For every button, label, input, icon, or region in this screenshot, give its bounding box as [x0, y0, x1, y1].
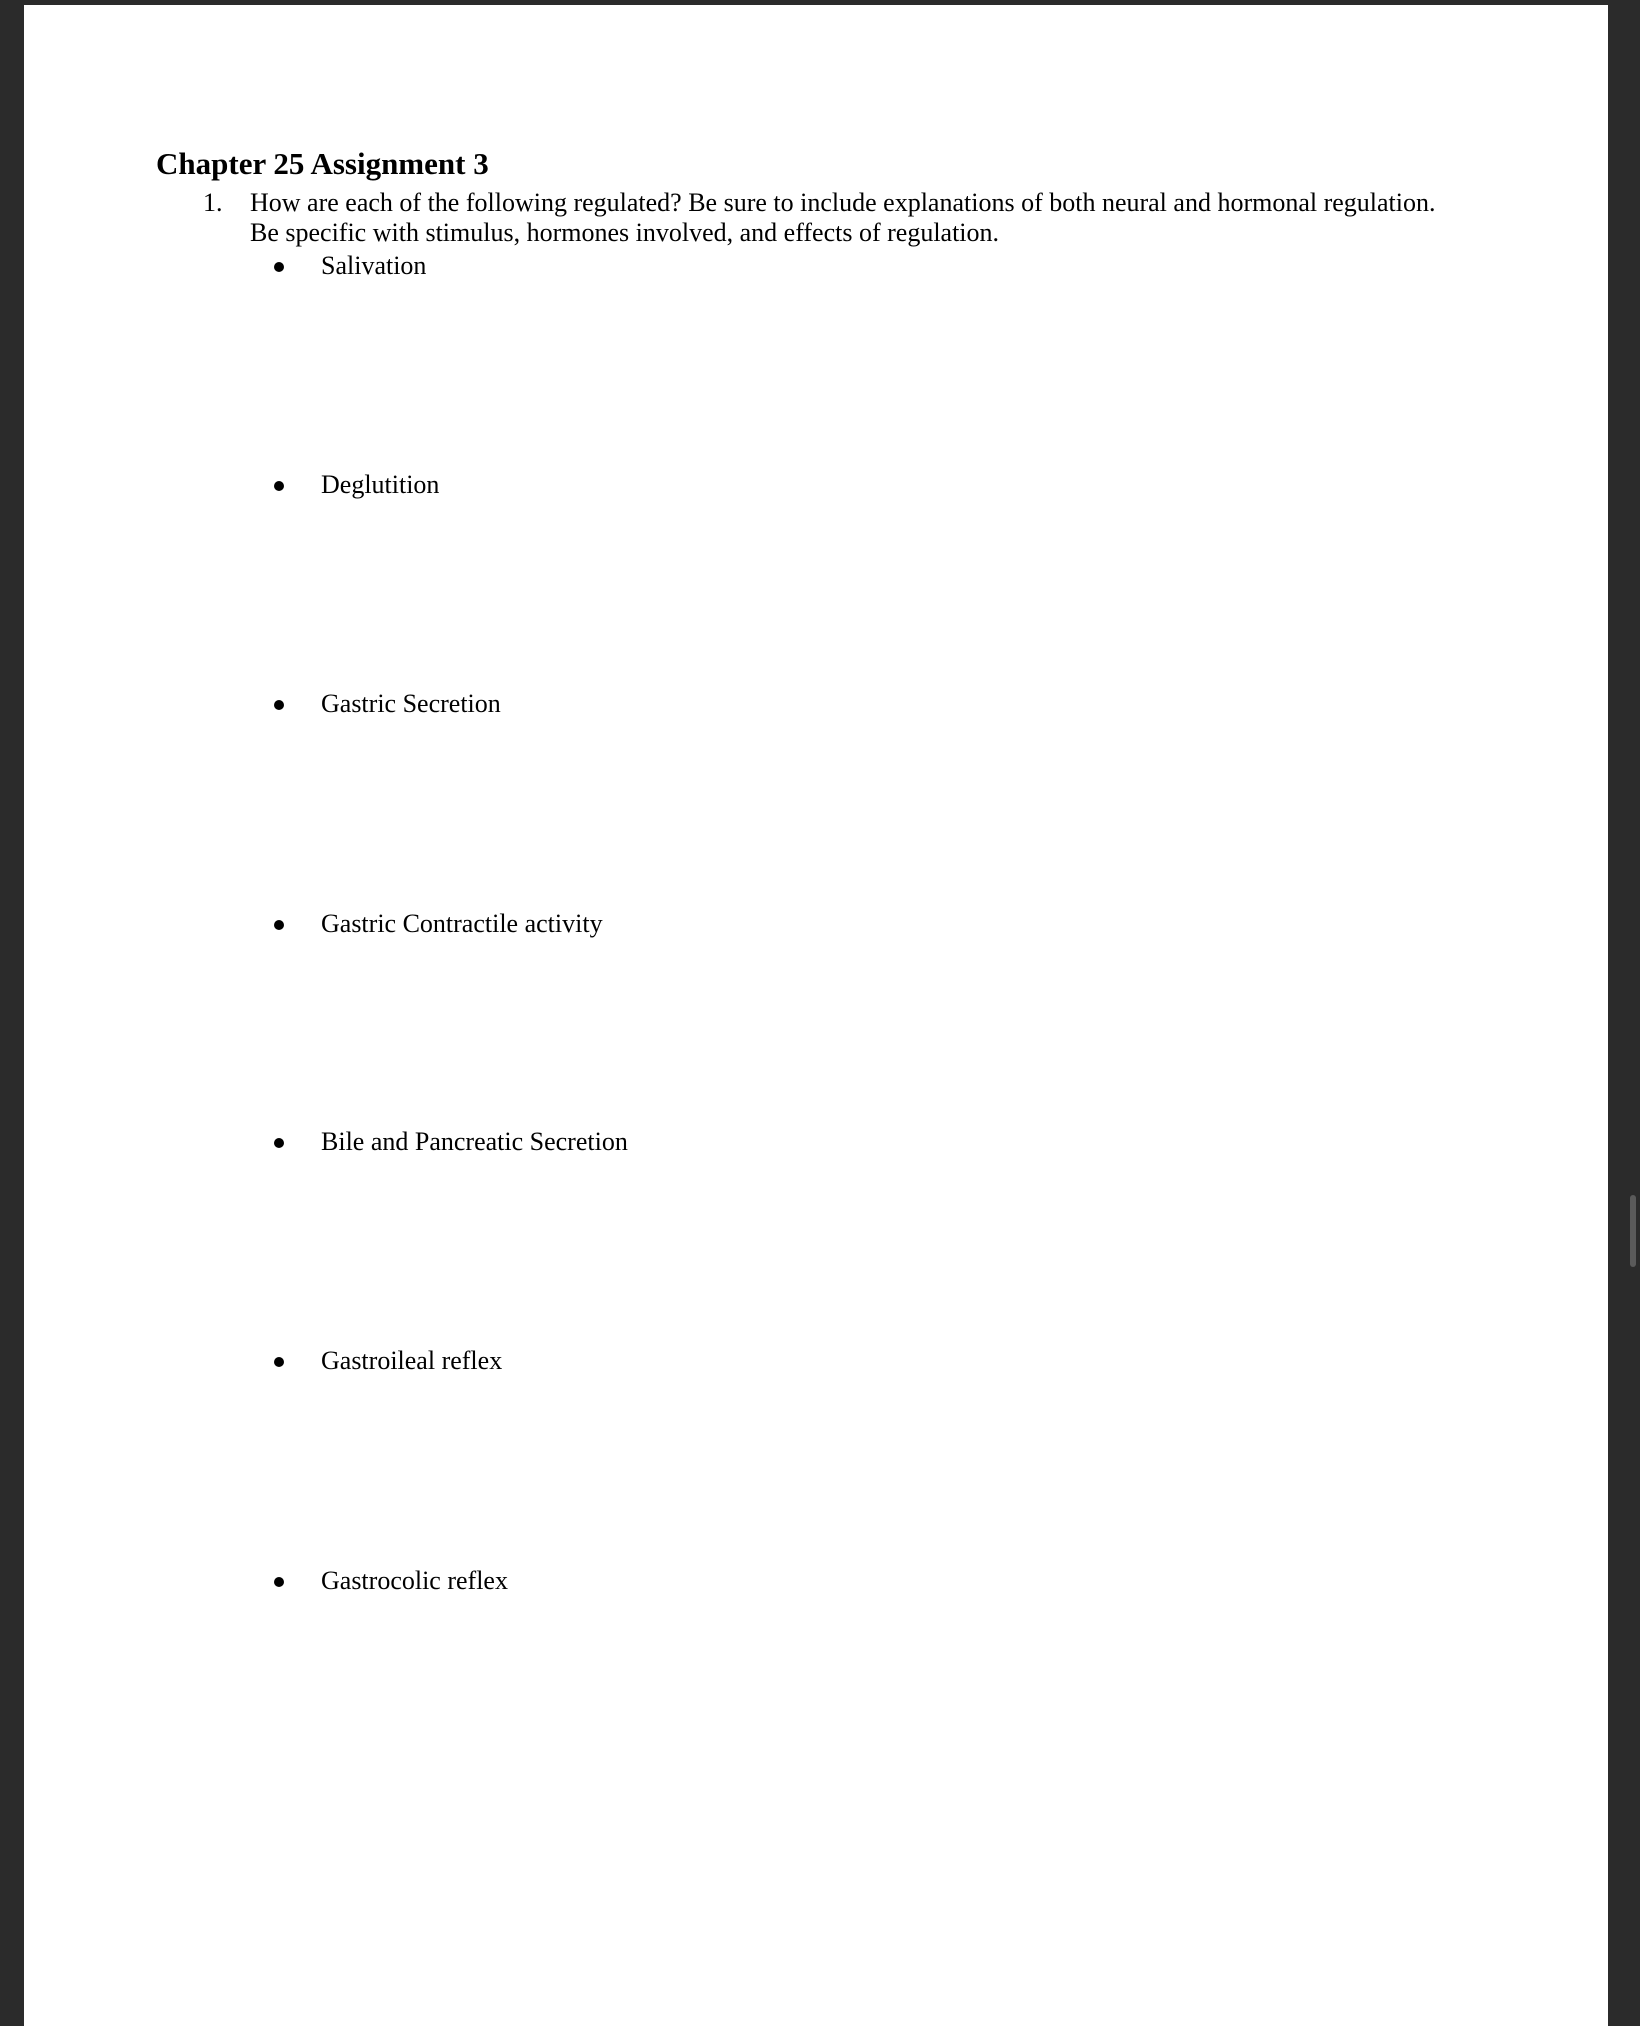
list-item-label: Gastric Secretion — [321, 689, 501, 718]
question-number: 1. — [203, 188, 223, 217]
bullet-icon — [274, 1357, 284, 1367]
list-item-label: Deglutition — [321, 470, 440, 499]
bullet-icon — [274, 262, 284, 272]
bullet-icon — [274, 481, 284, 491]
bullet-icon — [274, 1577, 284, 1587]
list-item-label: Bile and Pancreatic Secretion — [321, 1127, 628, 1156]
list-item-label: Salivation — [321, 251, 427, 280]
list-item-label: Gastrocolic reflex — [321, 1566, 508, 1595]
bullet-icon — [274, 920, 284, 930]
list-item-label: Gastroileal reflex — [321, 1346, 503, 1375]
question-text-line: How are each of the following regulated? Be sure to include explanations of both neural and hormonal regulation. — [250, 188, 1436, 217]
question-text-line: Be specific with stimulus, hormones involved, and effects of regulation. — [250, 218, 1000, 247]
scrollbar-thumb[interactable] — [1630, 1195, 1636, 1267]
question-text — [250, 188, 1550, 248]
bullet-icon — [274, 700, 284, 710]
page-title: Chapter 25 Assignment 3 — [156, 146, 489, 181]
bullet-icon — [274, 1138, 284, 1148]
document-page — [24, 5, 1608, 2026]
list-item-label: Gastric Contractile activity — [321, 909, 603, 938]
